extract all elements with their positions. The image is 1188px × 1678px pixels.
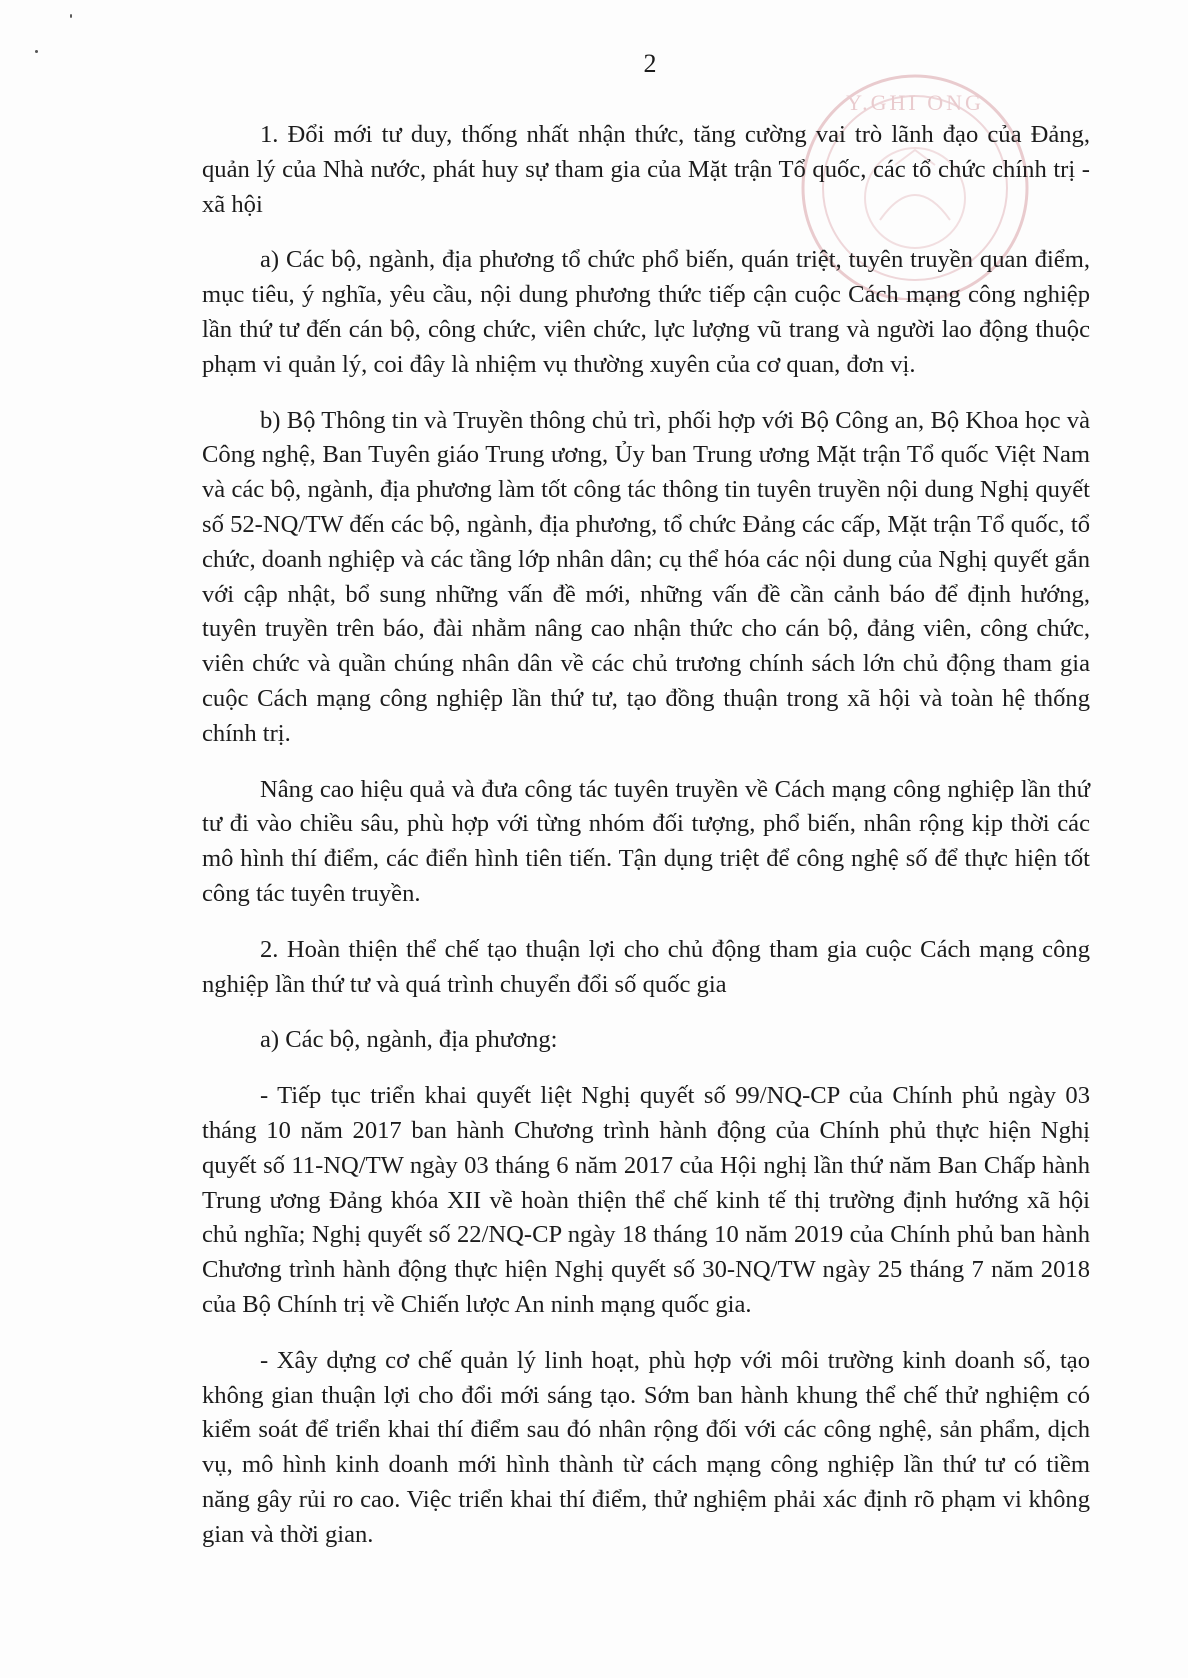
scan-speck (70, 14, 72, 18)
paragraph-propaganda: Nâng cao hiệu quả và đưa công tác tuyên truyền về Cách mạng công nghiệp lần thứ tư đi vào chiều sâu, phù hợp với từng nhóm đối tượng, phổ biến, nhân rộng kịp thời các mô hình thí điểm, các điển hình tiên tiến. Tận dụng triệt để công nghệ số để thực hiện tốt công tác tuyên truyền. (202, 775, 1090, 907)
section-1-heading: 1. Đổi mới tư duy, thống nhất nhận thức, tăng cường vai trò lãnh đạo của Đảng, quản lý của Nhà nước, phát huy sự tham gia của Mặt trận Tổ quốc, các tổ chức chính trị - xã hội (202, 121, 1090, 218)
stamp-text: Y.GHI ONG (846, 90, 984, 115)
paragraph-1b: b) Bộ Thông tin và Truyền thông chủ trì, phối hợp với Bộ Công an, Bộ Khoa học và Công nghệ, Ban Tuyên giáo Trung ương, Ủy ban Trung ương Mặt trận Tổ quốc Việt Nam và các bộ, ngành, địa phương làm tốt công tác thông tin tuyên truyền nội dung Nghị quyết số 52-NQ/TW đến các bộ, ngành, địa phương, tổ chức Đảng các cấp, Mặt trận Tổ quốc, tổ chức, doanh nghiệp và các tầng lớp nhân dân; cụ thể hóa các nội dung của Nghị quyết gắn với cập nhật, bổ sung những vấn đề mới, những vấn đề cần cảnh báo để định hướng, tuyên truyền trên báo, đài nhằm nâng cao nhận thức cho cán bộ, đảng viên, công chức, viên chức và quần chúng nhân dân về các chủ trương chính sách lớn chủ động tham gia cuộc Cách mạng công nghiệp lần thứ tư, tạo đồng thuận trong xã hội và toàn hệ thống chính trị. (202, 406, 1090, 747)
paragraph-1a: a) Các bộ, ngành, địa phương tổ chức phổ biến, quán triệt, tuyên truyền quan điểm, mục tiêu, ý nghĩa, yêu cầu, nội dung phương thức tiếp cận cuộc Cách mạng công nghiệp lần thứ tư đến cán bộ, công chức, viên chức, lực lượng vũ trang và người lao động thuộc phạm vi quản lý, coi đây là nhiệm vụ thường xuyên của cơ quan, đơn vị. (202, 246, 1090, 378)
bullet-management-mechanism: - Xây dựng cơ chế quản lý linh hoạt, phù hợp với môi trường kinh doanh số, tạo không gian thuận lợi cho đổi mới sáng tạo. Sớm ban hành khung thể chế thử nghiệm có kiểm soát để triển khai thí điểm sau đó nhân rộng đối với các công nghệ, sản phẩm, dịch vụ, mô hình kinh doanh mới hình thành từ cách mạng công nghiệp lần thứ tư có tiềm năng gây rủi ro cao. Việc triển khai thí điểm, thử nghiệm phải xác định rõ phạm vi không gian và thời gian. (202, 1346, 1090, 1548)
document-body (202, 118, 1090, 1573)
bullet-resolution-99: - Tiếp tục triển khai quyết liệt Nghị quyết số 99/NQ-CP của Chính phủ ngày 03 tháng 10 năm 2017 ban hành Chương trình hành động của Chính phủ thực hiện Nghị quyết số 11-NQ/TW ngày 03 tháng 6 năm 2017 của Hội nghị lần thứ năm Ban Chấp hành Trung ương Đảng khóa XII về hoàn thiện thể chế kinh tế thị trường định hướng xã hội chủ nghĩa; Nghị quyết số 22/NQ-CP ngày 18 tháng 10 năm 2019 của Chính phủ ban hành Chương trình hành động thực hiện Nghị quyết số 30-NQ/TW ngày 25 tháng 7 năm 2018 của Bộ Chính trị về Chiến lược An ninh mạng quốc gia. (202, 1082, 1090, 1318)
section-2-heading: 2. Hoàn thiện thể chế tạo thuận lợi cho chủ động tham gia cuộc Cách mạng công nghiệp lần thứ tư và quá trình chuyển đổi số quốc gia (202, 935, 1090, 998)
paragraph-2a: a) Các bộ, ngành, địa phương: (260, 1026, 558, 1054)
page-number: 2 (643, 49, 657, 78)
